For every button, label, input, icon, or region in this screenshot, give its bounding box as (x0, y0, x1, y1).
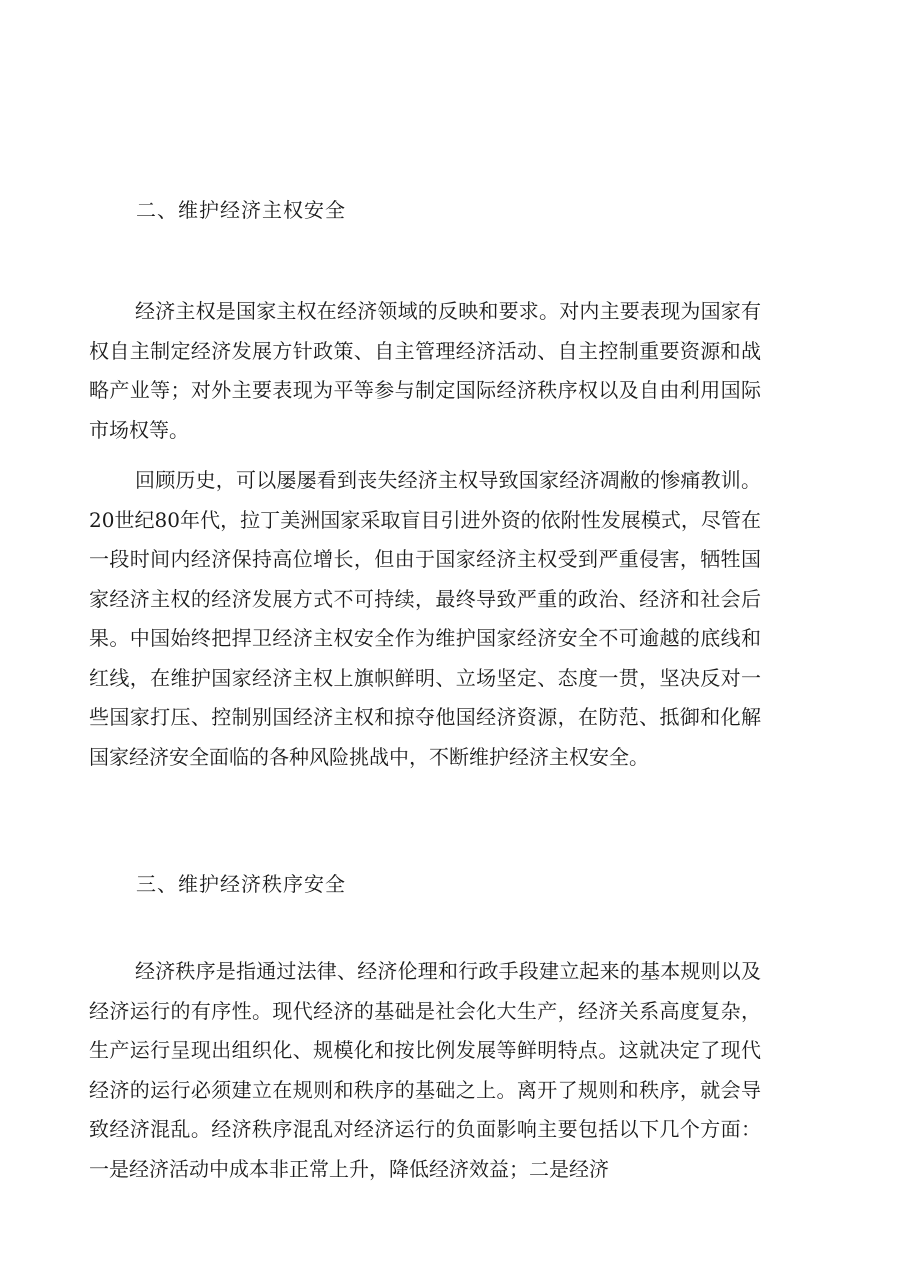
paragraph-economic-order-definition: 经济秩序是指通过法律、经济伦理和行政手段建立起来的基本规则以及经济运行的有序性。现代经济的基础是社会化大生产，经济关系高度复杂，生产运行呈现出组织化、规模化和按比例发展等鲜明特点。这就决定了现代经济的运行必须建立在规则和秩序的基础之上。离开了规则和秩序，就会导致经济混乱。经济秩序混乱对经济运行的负面影响主要包括以下几个方面：一是经济活动中成本非正常上升，降低经济效益；二是经济 (89, 959, 761, 1181)
paragraph-sovereignty-definition: 经济主权是国家主权在经济领域的反映和要求。对内主要表现为国家有权自主制定经济发展方针政策、自主管理经济活动、自主控制重要资源和战略产业等；对外主要表现为平等参与制定国际经济秩序权以及自由利用国际市场权等。 (89, 299, 761, 442)
section-heading-economic-sovereignty: 二、维护经济主权安全 (136, 198, 346, 222)
section-heading-economic-order: 三、维护经济秩序安全 (136, 872, 346, 896)
paragraph-sovereignty-history: 回顾历史，可以屡屡看到丧失经济主权导致国家经济凋敝的惨痛教训。20世纪80年代，拉丁美洲国家采取盲目引进外资的依附性发展模式，尽管在一段时间内经济保持高位增长，但由于国家经济主权受到严重侵害，牺牲国家经济主权的经济发展方式不可持续，最终导致严重的政治、经济和社会后果。中国始终把捍卫经济主权安全作为维护国家经济安全不可逾越的底线和红线，在维护国家经济主权上旗帜鲜明、立场坚定、态度一贯，坚决反对一些国家打压、控制别国经济主权和掠夺他国经济资源，在防范、抵御和化解国家经济安全面临的各种风险挑战中，不断维护经济主权安全。 (89, 468, 761, 769)
